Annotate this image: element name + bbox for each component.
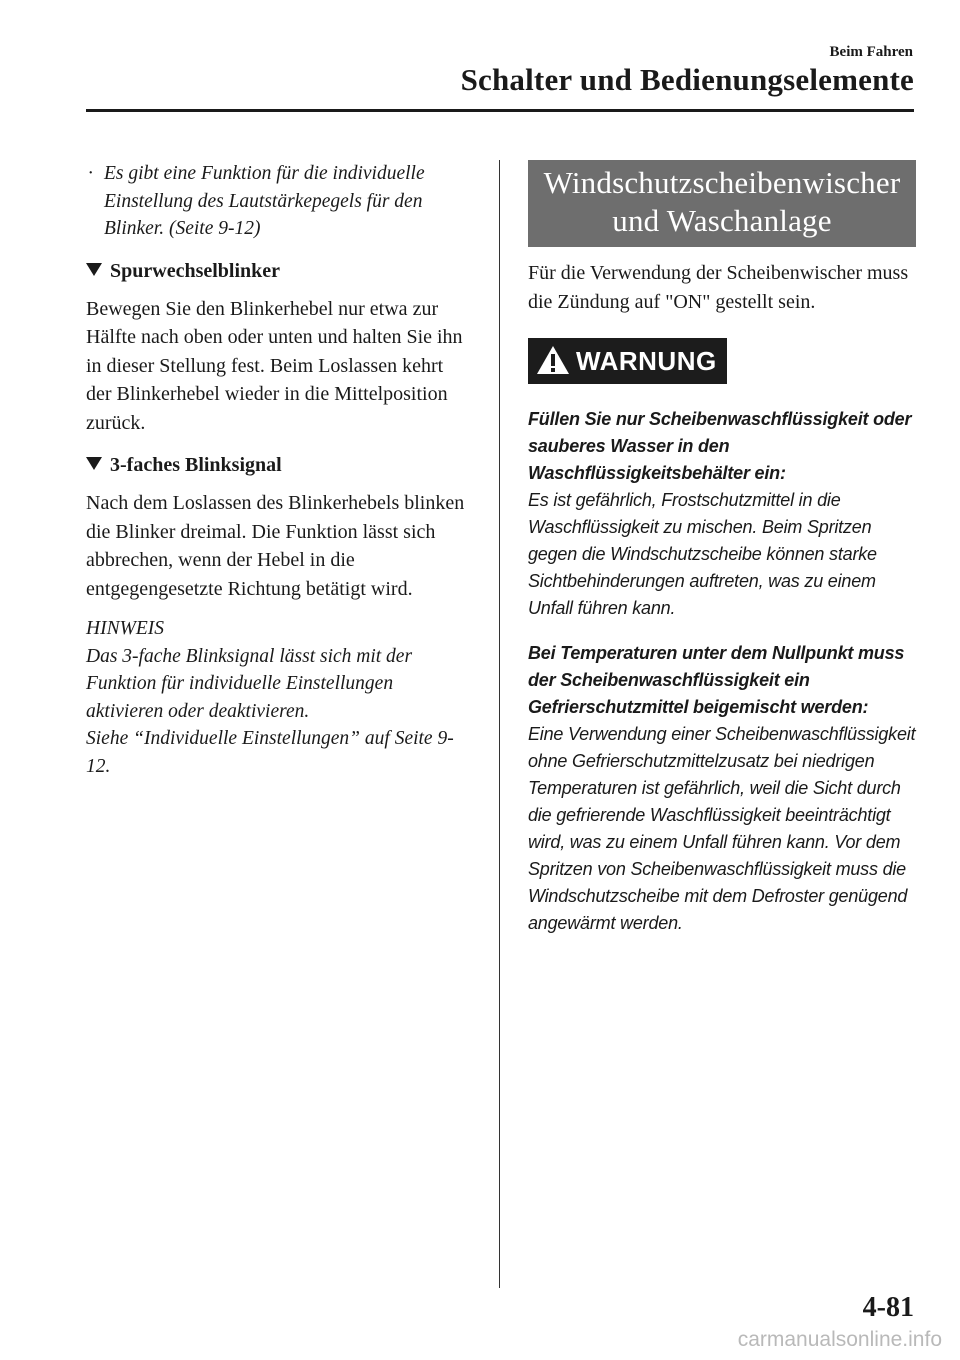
paragraph-spurwechsel: Bewegen Sie den Blinkerhebel nur etwa zur Hälfte nach oben oder unten und halten Sie ihn in dieser Stellung fest. Beim Loslassen kehrt der Blinkerhebel wieder in die Mittelposition zurück. [86,297,463,434]
warning-badge [528,338,727,384]
page-number: 4-81 [862,1292,914,1323]
warning-title: Bei Temperaturen unter dem Nullpunkt muss der Scheibenwaschflüssigkeit ein Gefrierschutzmittel beigemischt werden: [528,643,905,717]
note-text: Das 3-fache Blinksignal lässt sich mit der Funktion für individuelle Einstellungen aktivieren oder deaktivieren. [86,645,413,722]
note-reference: Siehe “Individuelle Einstellungen” auf Seite 9-12. [86,728,454,777]
subheading-text: Spurwechselblinker [110,259,281,282]
triangle-down-icon [86,457,102,470]
warning-text: Es ist gefährlich, Frostschutzmittel in die Waschflüssigkeit zu mischen. Beim Spritzen gegen die Windschutzscheibe können starke Sichtbehinderungen auftreten, was zu einem Unfall führen kann. [528,490,877,618]
column-divider [499,160,500,1288]
warning-label: WARNUNG [576,346,717,376]
subheading-dreifach [86,451,471,479]
right-column [528,160,916,937]
section-title-line2: und Waschanlage [612,203,832,238]
warning-title: Füllen Sie nur Scheibenwaschflüssigkeit oder sauberes Wasser in den Waschflüssigkeitsbehälter ein: [528,409,912,483]
note-label: HINWEIS [86,618,164,639]
bullet-item [86,160,471,243]
section-title-line1: Windschutzscheibenwischer [543,165,901,200]
triangle-down-icon [86,263,102,276]
left-column [86,160,471,780]
subheading-text: 3-faches Blinksignal [110,454,282,476]
subheading-spurwechsel [86,257,471,285]
note-block [86,615,471,780]
section-title-box [528,160,916,247]
header-section: Beim Fahren [829,44,913,60]
bullet-dot-icon: · [88,163,93,184]
paragraph-dreifach: Nach dem Loslassen des Blinkerhebels blinken die Blinker dreimal. Die Funktion lässt sich abbrechen, wenn der Hebel in die entgegengesetzte Richtung betätigt wird. [86,492,465,600]
watermark: carmanualsonline.info [737,1328,942,1351]
warning-block [528,640,916,937]
header-title: Schalter und Bedienungselemente [460,62,914,97]
header-rule [86,109,914,112]
warning-triangle-icon [536,345,570,375]
bullet-text: Es gibt eine Funktion für die individuelle Einstellung des Lautstärkepegels für den Blinker. (Seite 9-12) [104,163,425,239]
warning-block [528,406,916,622]
intro-paragraph: Für die Verwendung der Scheibenwischer muss die Zündung auf "ON" gestellt sein. [528,262,909,313]
warning-text: Eine Verwendung einer Scheibenwaschflüssigkeit ohne Gefrierschutzmittelzusatz bei niedrigen Temperaturen ist gefährlich, weil die Sicht durch die gefrierende Waschflüssigkeit beeinträchtigt wird, was zu einem Unfall führen kann. Vor dem Spritzen von Scheibenwaschflüssigkeit muss die Windschutzscheibe mit dem Defroster genügend angewärmt werden. [528,724,916,933]
